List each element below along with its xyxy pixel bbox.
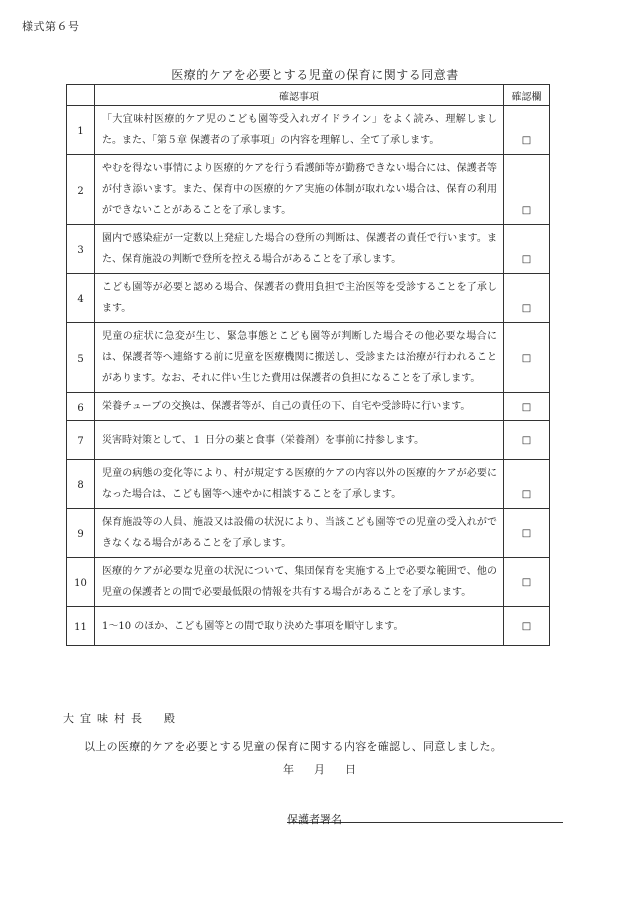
confirmation-statement: 以上の医療的ケアを必要とする児童の保育に関する内容を確認し、同意しました。 xyxy=(84,740,503,753)
row-number: 6 xyxy=(67,393,95,421)
table-row xyxy=(67,607,550,646)
consent-table xyxy=(66,84,550,646)
header-confirm-item: 確認事項 xyxy=(95,85,504,106)
header-number xyxy=(67,85,95,106)
row-number: 5 xyxy=(67,323,95,393)
addressee-name: 大宜味村長 xyxy=(63,712,148,725)
checkbox[interactable]: □ xyxy=(504,421,550,460)
checkbox[interactable]: □ xyxy=(504,558,550,607)
row-number: 2 xyxy=(67,155,95,225)
row-text: こども園等が必要と認める場合、保護者の費用負担で主治医等を受診することを了承します。 xyxy=(95,274,504,323)
table-header-row xyxy=(67,85,550,106)
row-text: 栄養チューブの交換は、保護者等が、自己の責任の下、自宅や受診時に行います。 xyxy=(95,393,504,421)
row-number: 7 xyxy=(67,421,95,460)
table-row xyxy=(67,106,550,155)
table-row xyxy=(67,155,550,225)
honorific: 殿 xyxy=(164,712,181,725)
row-text: 「大宜味村医療的ケア児のこども園等受入れガイドライン」をよく読み、理解しました。また、「第５章 保護者の了承事項」の内容を理解し、全て了承します。 xyxy=(95,106,504,155)
row-text: 保育施設等の人員、施設又は設備の状況により、当該こども園等での児童の受入れができなくなる場合があることを了承します。 xyxy=(95,509,504,558)
checkbox[interactable]: □ xyxy=(504,106,550,155)
table-row xyxy=(67,323,550,393)
document-title: 医療的ケアを必要とする児童の保育に関する同意書 xyxy=(171,68,459,82)
date-year[interactable]: 年 xyxy=(283,763,294,776)
checkbox[interactable]: □ xyxy=(504,607,550,646)
checkbox[interactable]: □ xyxy=(504,393,550,421)
checkbox[interactable]: □ xyxy=(504,460,550,509)
row-text: 医療的ケアが必要な児童の状況について、集団保育を実施する上で必要な範囲で、他の児童の保護者との間で必要最低限の情報を共有する場合があることを了承します。 xyxy=(95,558,504,607)
row-number: 10 xyxy=(67,558,95,607)
table-row xyxy=(67,460,550,509)
row-number: 4 xyxy=(67,274,95,323)
date-line xyxy=(283,761,376,777)
table-row xyxy=(67,509,550,558)
table-row xyxy=(67,421,550,460)
signature-label: 保護者署名 xyxy=(287,813,342,826)
table-row xyxy=(67,225,550,274)
checkbox[interactable]: □ xyxy=(504,323,550,393)
row-text: 園内で感染症が一定数以上発症した場合の登所の判断は、保護者の責任で行います。また、保育施設の判断で登所を控える場合があることを了承します。 xyxy=(95,225,504,274)
row-text: 災害時対策として、１ 日分の薬と食事（栄養剤）を事前に持参します。 xyxy=(95,421,504,460)
row-text: 1～10 のほか、こども園等との間で取り決めた事項を順守します。 xyxy=(95,607,504,646)
checkbox[interactable]: □ xyxy=(504,274,550,323)
form-number: 様式第６号 xyxy=(22,20,80,33)
checkbox[interactable]: □ xyxy=(504,225,550,274)
header-check-column: 確認欄 xyxy=(504,85,550,106)
addressee xyxy=(63,710,181,726)
row-number: 11 xyxy=(67,607,95,646)
table-row xyxy=(67,274,550,323)
row-text: 児童の症状に急変が生じ、緊急事態とこども園等が判断した場合その他必要な場合には、保護者等へ連絡する前に児童を医療機関に搬送し、受診または治療が行われることがあります。なお、それに伴い生じた費用は保護者の負担になることを了承します。 xyxy=(95,323,504,393)
row-text: 児童の病態の変化等により、村が規定する医療的ケアの内容以外の医療的ケアが必要になった場合は、こども園等へ速やかに相談することを了承します。 xyxy=(95,460,504,509)
checkbox[interactable]: □ xyxy=(504,509,550,558)
checkbox[interactable]: □ xyxy=(504,155,550,225)
table-row xyxy=(67,558,550,607)
date-month[interactable]: 月 xyxy=(314,763,325,776)
date-day[interactable]: 日 xyxy=(345,763,356,776)
row-number: 8 xyxy=(67,460,95,509)
row-number: 3 xyxy=(67,225,95,274)
table-row xyxy=(67,393,550,421)
row-number: 9 xyxy=(67,509,95,558)
row-number: 1 xyxy=(67,106,95,155)
guardian-signature-field[interactable] xyxy=(287,808,563,826)
row-text: やむを得ない事情により医療的ケアを行う看護師等が勤務できない場合には、保護者等が付き添います。また、保育中の医療的ケア実施の体制が取れない場合は、保育の利用ができないことがあることを了承します。 xyxy=(95,155,504,225)
